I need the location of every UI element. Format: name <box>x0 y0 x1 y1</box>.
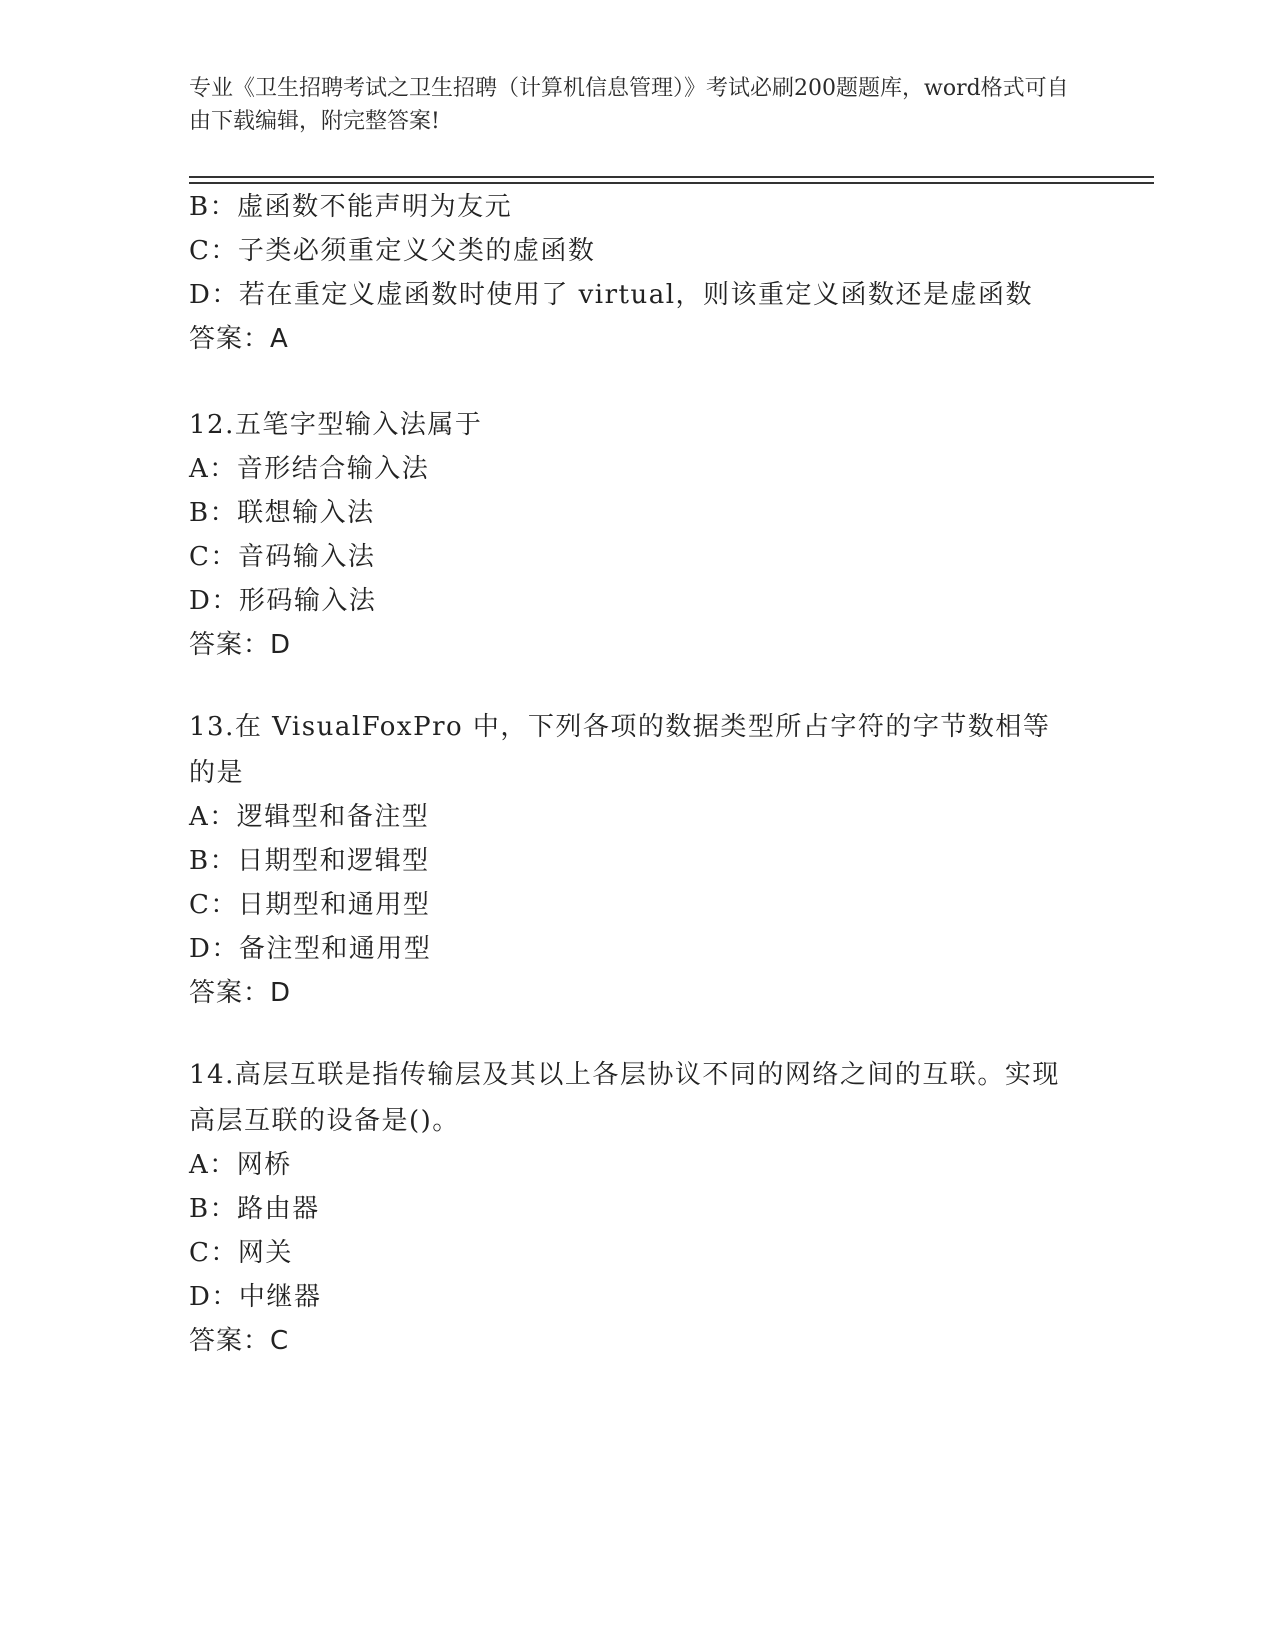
q12-option-b: B：联想输入法 <box>189 498 375 528</box>
q12-answer: 答案：D <box>189 630 292 660</box>
q14-option-a: A：网桥 <box>189 1150 292 1180</box>
q11-option-b: B：虚函数不能声明为友元 <box>189 192 513 222</box>
q12-option-d: D：形码输入法 <box>189 586 377 616</box>
q12-question: 12.五笔字型输入法属于 <box>189 410 483 440</box>
q11-answer: 答案：A <box>189 324 289 354</box>
q14-option-c: C：网关 <box>189 1238 293 1268</box>
document-header: 专业《卫生招聘考试之卫生招聘（计算机信息管理）》考试必刷200题题库，word格式可自由下载编辑，附完整答案! <box>189 76 1069 134</box>
q12-option-a: A：音形结合输入法 <box>189 454 430 484</box>
q14-option-d: D：中继器 <box>189 1282 322 1312</box>
q11-option-c: C：子类必须重定义父类的虚函数 <box>189 236 596 266</box>
q13-option-c: C：日期型和通用型 <box>189 890 431 920</box>
header-divider-top <box>189 176 1154 178</box>
q12-option-c: C：音码输入法 <box>189 542 376 572</box>
q13-answer: 答案：D <box>189 978 292 1008</box>
q14-answer: 答案：C <box>189 1326 290 1356</box>
q13-option-b: B：日期型和逻辑型 <box>189 846 430 876</box>
q13-question: 13.在 VisualFoxPro 中，下列各项的数据类型所占字符的字节数相等的是 <box>189 712 1051 788</box>
q14-option-b: B：路由器 <box>189 1194 320 1224</box>
q13-option-d: D：备注型和通用型 <box>189 934 432 964</box>
q11-option-d: D：若在重定义虚函数时使用了 virtual，则该重定义函数还是虚函数 <box>189 280 1034 310</box>
q14-question: 14.高层互联是指传输层及其以上各层协议不同的网络之间的互联。实现高层互联的设备是()。 <box>189 1060 1060 1136</box>
header-divider-bottom <box>189 182 1154 184</box>
q13-option-a: A：逻辑型和备注型 <box>189 802 430 832</box>
